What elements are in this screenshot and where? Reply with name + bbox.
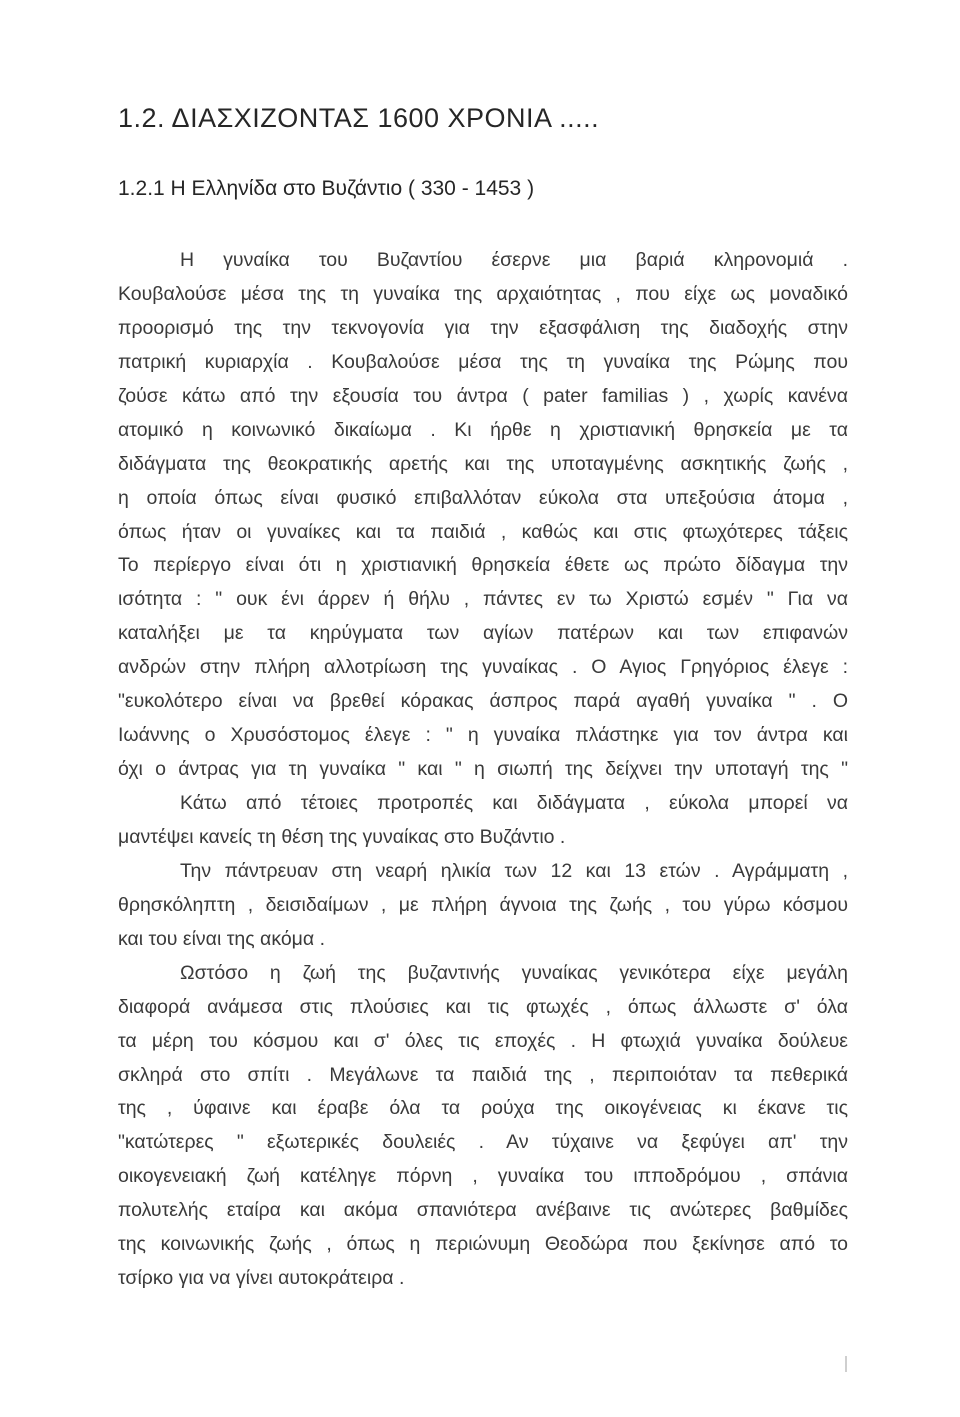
text-line: θρησκόληπτη , δεισιδαίμων , με πλήρη άγνοια της ζωής , του γύρω κόσμου	[118, 893, 848, 916]
text-line: ισότητα : " ουκ ένι άρρεν ή θήλυ , πάντες εν τω Χριστώ εσμέν " Για να	[118, 588, 848, 611]
text-line: ανδρών στην πλήρη αλλοτρίωση της γυναίκας . Ο Αγιος Γρηγόριος έλεγε :	[118, 656, 848, 679]
text-line: "ευκολότερο είναι να βρεθεί κόρακας άσπρος παρά αγαθή γυναίκα " . Ο	[118, 690, 848, 713]
text-line: η οποία όπως είναι φυσικό επιβαλλόταν εύκολα στα υπεξούσια άτομα ,	[118, 486, 848, 509]
text-line: όπως ήταν οι γυναίκες και τα παιδιά , καθώς και στις φτωχότερες τάξεις	[118, 520, 848, 543]
text-line: ζούσε κάτω από την εξουσία του άντρα ( pater familias ) , χωρίς κανένα	[118, 384, 848, 407]
text-line: τσίρκο για να γίνει αυτοκράτειρα .	[118, 1267, 405, 1290]
text-line: οικογενειακή ζωή κατέληγε πόρνη , γυναίκα του ιπποδρόμου , σπάνια	[118, 1165, 848, 1188]
body-text	[118, 244, 848, 1296]
text-line: διαφορά ανάμεσα στις πλούσιες και τις φτωχές , όπως άλλωστε σ' όλα	[118, 995, 848, 1018]
text-line: μαντέψει κανείς τη θέση της γυναίκας στο Βυζάντιο .	[118, 825, 566, 848]
text-line: όχι ο άντρας για τη γυναίκα " και " η σιωπή της δείχνει την υποταγή της "	[118, 758, 848, 781]
text-line: της κοινωνικής ζωής , όπως η περιώνυμη Θεοδώρα που ξεκίνησε από το	[118, 1233, 848, 1256]
text-line: προορισμό της την τεκνογονία για την εξασφάλιση της διαδοχής στην	[118, 316, 848, 339]
text-line: καταλήξει με τα κηρύγματα των αγίων πατέρων και των επιφανών	[118, 622, 848, 645]
scan-mark	[845, 1356, 847, 1372]
text-line: διδάγματα της θεοκρατικής αρετής και της υποταγμένης ασκητικής ζωής ,	[118, 452, 848, 475]
text-line: Κουβαλούσε μέσα της τη γυναίκα της αρχαιότητας , που είχε ως μοναδικό	[118, 282, 848, 305]
text-line: Η γυναίκα του Βυζαντίου έσερνε μια βαριά κληρονομιά .	[180, 249, 848, 271]
subsection-heading: 1.2.1 Η Ελληνίδα στο Βυζάντιο ( 330 - 1453 )	[118, 177, 535, 200]
text-line: Το περίεργο είναι ότι η χριστιανική θρησκεία έθετε ως πρώτο δίδαγμα την	[118, 554, 848, 577]
section-heading: 1.2. ΔΙΑΣΧΙΖΟΝΤΑΣ 1600 ΧΡΟΝΙΑ .....	[118, 103, 600, 133]
text-line: και του είναι της ακόμα .	[118, 927, 326, 950]
text-line: "κατώτερες " εξωτερικές δουλειές . Αν τύχαινε να ξεφύγει απ' την	[118, 1131, 848, 1154]
text-line: Την πάντρευαν στη νεαρή ηλικία των 12 και 13 ετών . Αγράμματη ,	[180, 859, 848, 882]
text-line: Κάτω από τέτοιες προτροπές και διδάγματα , εύκολα μπορεί να	[180, 792, 848, 814]
text-line: Ωστόσο η ζωή της βυζαντινής γυναίκας γενικότερα είχε μεγάλη	[180, 961, 848, 984]
text-line: Ιωάννης ο Χρυσόστομος έλεγε : " η γυναίκα πλάστηκε για τον άντρα και	[118, 724, 848, 747]
text-line: πολυτελής εταίρα και ακόμα σπανιότερα ανέβαινε τις ανώτερες βαθμίδες	[118, 1199, 848, 1222]
text-line: σκληρά στο σπίτι . Μεγάλωνε τα παιδιά της , περιποιόταν τα πεθερικά	[118, 1063, 848, 1086]
text-line: ατομικό η κοινωνικό δικαίωμα . Κι ήρθε η χριστιανική θρησκεία με τα	[118, 418, 848, 441]
text-line: πατρική κυριαρχία . Κουβαλούσε μέσα της τη γυναίκα της Ρώμης που	[118, 350, 848, 373]
text-line: τα μέρη του κόσμου και σ' όλες τις εποχές . Η φτωχιά γυναίκα δούλευε	[118, 1029, 848, 1052]
text-line: της , ύφαινε και έραβε όλα τα ρούχα της οικογένειας κι έκανε τις	[118, 1097, 848, 1120]
